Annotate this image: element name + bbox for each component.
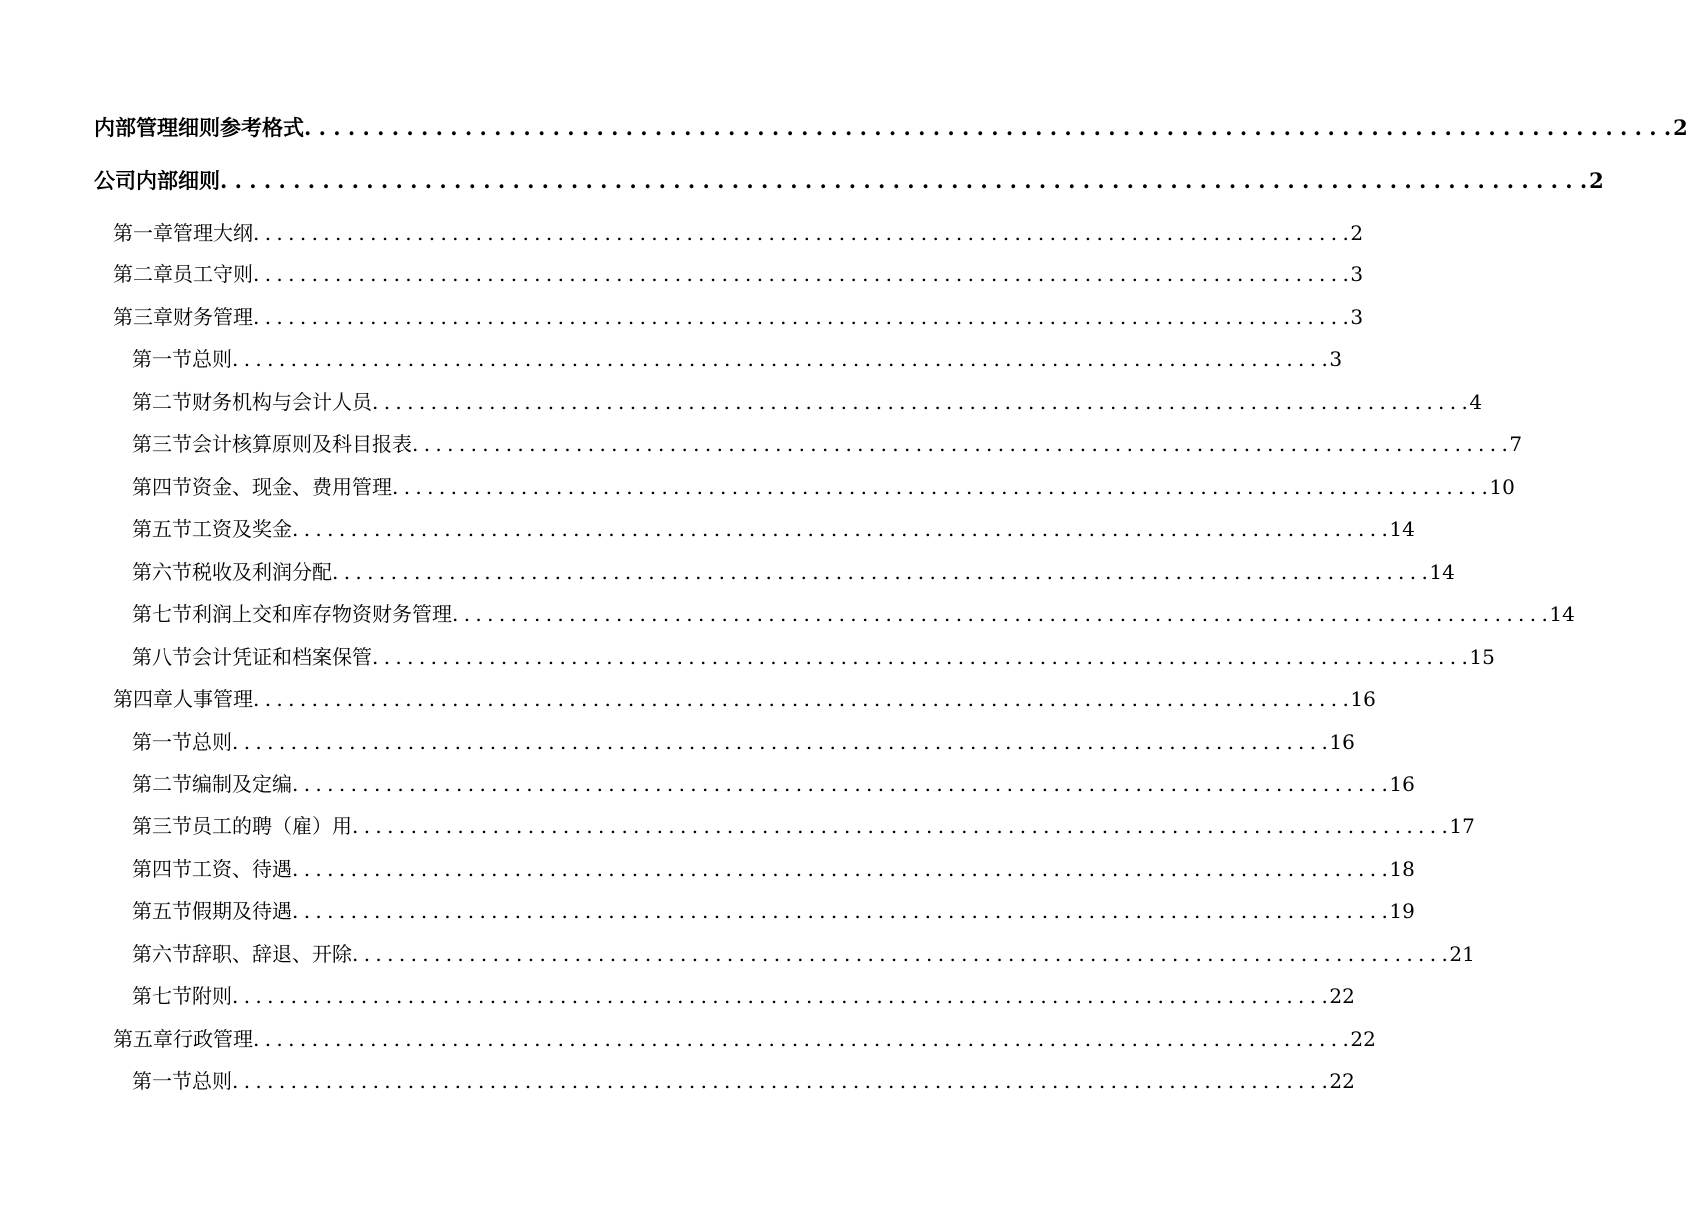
toc-entry-page: 17 bbox=[1449, 814, 1475, 838]
toc-entry-page: 15 bbox=[1469, 645, 1495, 669]
toc-entry-label: 第三章 bbox=[113, 305, 173, 329]
toc-entry-ch4-section-3[interactable] bbox=[0, 811, 1475, 841]
toc-entry-page: 2 bbox=[1589, 168, 1604, 193]
toc-entry-page: 14 bbox=[1429, 560, 1455, 584]
toc-entry-title: 会计凭证和档案保管 bbox=[192, 645, 372, 669]
toc-entry-page: 7 bbox=[1509, 432, 1523, 456]
toc-entry-ch4-section-5[interactable] bbox=[0, 896, 1415, 926]
toc-entry-title: 利润上交和库存物资财务管理 bbox=[192, 602, 452, 626]
dot-leader bbox=[253, 684, 1348, 714]
toc-entry-page: 22 bbox=[1350, 1027, 1376, 1051]
toc-entry-page: 10 bbox=[1489, 475, 1515, 499]
dot-leader bbox=[232, 981, 1327, 1011]
dot-leader bbox=[292, 896, 1387, 926]
dot-leader bbox=[372, 642, 1467, 672]
toc-entry-ch3-section-4[interactable] bbox=[0, 472, 1515, 502]
toc-entry-title: 编制及定编 bbox=[192, 772, 292, 796]
toc-entry-page: 14 bbox=[1549, 602, 1575, 626]
toc-entry-ch3-section-6[interactable] bbox=[0, 557, 1455, 587]
toc-entry-chapter-3[interactable] bbox=[0, 302, 1364, 332]
toc-entry-ch3-section-3[interactable] bbox=[0, 429, 1523, 459]
toc-entry-title: 工资、待遇 bbox=[192, 857, 292, 881]
toc-entry-ch4-section-7[interactable] bbox=[0, 981, 1355, 1011]
toc-entry-chapter-1[interactable] bbox=[0, 218, 1364, 248]
toc-entry-page: 14 bbox=[1389, 517, 1415, 541]
dot-leader bbox=[352, 939, 1447, 969]
toc-entry-title: 内部管理细则参考格式 bbox=[94, 115, 304, 140]
toc-entry-page: 4 bbox=[1469, 390, 1483, 414]
dot-leader bbox=[253, 218, 1348, 248]
toc-entry-ch3-section-1[interactable] bbox=[0, 344, 1343, 374]
toc-entry-page: 2 bbox=[1350, 221, 1364, 245]
toc-entry-label: 第二节 bbox=[132, 772, 192, 796]
toc-entry-label: 第二章 bbox=[113, 262, 173, 286]
dot-leader bbox=[292, 514, 1387, 544]
toc-entry-title: 管理大纲 bbox=[173, 221, 253, 245]
toc-entry-title: 行政管理 bbox=[173, 1027, 253, 1051]
toc-entry-page: 3 bbox=[1350, 262, 1364, 286]
toc-entry-label: 第一节 bbox=[132, 730, 192, 754]
toc-entry-label: 第二节 bbox=[132, 390, 192, 414]
toc-entry-chapter-2[interactable] bbox=[0, 259, 1364, 289]
toc-entry-label: 第一章 bbox=[113, 221, 173, 245]
toc-entry-internal-rules-format[interactable] bbox=[0, 113, 1688, 143]
toc-entry-ch4-section-6[interactable] bbox=[0, 939, 1475, 969]
toc-entry-title: 工资及奖金 bbox=[192, 517, 292, 541]
toc-entry-title: 税收及利润分配 bbox=[192, 560, 332, 584]
toc-entry-label: 第四节 bbox=[132, 475, 192, 499]
toc-entry-page: 16 bbox=[1329, 730, 1355, 754]
toc-entry-page: 18 bbox=[1389, 857, 1415, 881]
toc-entry-ch3-section-2[interactable] bbox=[0, 387, 1483, 417]
toc-entry-page: 22 bbox=[1329, 984, 1355, 1008]
toc-entry-title: 员工守则 bbox=[173, 262, 253, 286]
toc-entry-title: 总则 bbox=[192, 730, 232, 754]
toc-entry-label: 第四节 bbox=[132, 857, 192, 881]
toc-entry-page: 2 bbox=[1673, 115, 1688, 140]
toc-entry-label: 第一节 bbox=[132, 347, 192, 371]
toc-entry-ch4-section-4[interactable] bbox=[0, 854, 1415, 884]
toc-entry-title: 员工的聘（雇）用 bbox=[192, 814, 352, 838]
toc-entry-title: 财务管理 bbox=[173, 305, 253, 329]
toc-entry-title: 人事管理 bbox=[173, 687, 253, 711]
toc-entry-label: 第七节 bbox=[132, 984, 192, 1008]
toc-entry-label: 第三节 bbox=[132, 814, 192, 838]
toc-entry-page: 16 bbox=[1350, 687, 1376, 711]
toc-entry-label: 第五章 bbox=[113, 1027, 173, 1051]
toc-entry-title: 财务机构与会计人员 bbox=[192, 390, 372, 414]
toc-entry-label: 第八节 bbox=[132, 645, 192, 669]
toc-entry-title: 总则 bbox=[192, 1069, 232, 1093]
toc-entry-title: 资金、现金、费用管理 bbox=[192, 475, 392, 499]
toc-entry-ch3-section-8[interactable] bbox=[0, 642, 1495, 672]
toc-entry-title: 附则 bbox=[192, 984, 232, 1008]
toc-entry-title: 辞职、辞退、开除 bbox=[192, 942, 352, 966]
toc-entry-label: 第六节 bbox=[132, 942, 192, 966]
dot-leader bbox=[232, 1066, 1327, 1096]
dot-leader bbox=[304, 113, 1671, 143]
toc-entry-ch3-section-5[interactable] bbox=[0, 514, 1415, 544]
toc-entry-ch4-section-1[interactable] bbox=[0, 727, 1355, 757]
dot-leader bbox=[253, 302, 1348, 332]
toc-entry-ch3-section-7[interactable] bbox=[0, 599, 1575, 629]
dot-leader bbox=[352, 811, 1447, 841]
toc-entry-chapter-4[interactable] bbox=[0, 684, 1376, 714]
dot-leader bbox=[332, 557, 1427, 587]
toc-entry-label: 第七节 bbox=[132, 602, 192, 626]
dot-leader bbox=[292, 769, 1387, 799]
toc-entry-title: 假期及待遇 bbox=[192, 899, 292, 923]
toc-entry-label: 第一节 bbox=[132, 1069, 192, 1093]
toc-entry-label: 第五节 bbox=[132, 899, 192, 923]
toc-entry-label: 第四章 bbox=[113, 687, 173, 711]
toc-entry-company-internal-rules[interactable] bbox=[0, 166, 1604, 196]
toc-entry-chapter-5[interactable] bbox=[0, 1024, 1376, 1054]
dot-leader bbox=[253, 1024, 1348, 1054]
dot-leader bbox=[232, 344, 1327, 374]
toc-entry-label: 第六节 bbox=[132, 560, 192, 584]
dot-leader bbox=[253, 259, 1348, 289]
dot-leader bbox=[412, 429, 1507, 459]
dot-leader bbox=[292, 854, 1387, 884]
toc-entry-label: 第五节 bbox=[132, 517, 192, 541]
toc-entry-page: 3 bbox=[1329, 347, 1343, 371]
toc-entry-title: 公司内部细则 bbox=[94, 168, 220, 193]
dot-leader bbox=[392, 472, 1487, 502]
toc-entry-title: 会计核算原则及科目报表 bbox=[192, 432, 412, 456]
toc-entry-page: 16 bbox=[1389, 772, 1415, 796]
toc-entry-page: 3 bbox=[1350, 305, 1364, 329]
toc-entry-page: 22 bbox=[1329, 1069, 1355, 1093]
toc-entry-page: 21 bbox=[1449, 942, 1475, 966]
dot-leader bbox=[452, 599, 1547, 629]
dot-leader bbox=[232, 727, 1327, 757]
toc-entry-title: 总则 bbox=[192, 347, 232, 371]
toc-entry-ch4-section-2[interactable] bbox=[0, 769, 1415, 799]
toc-entry-label: 第三节 bbox=[132, 432, 192, 456]
toc-entry-page: 19 bbox=[1389, 899, 1415, 923]
dot-leader bbox=[220, 166, 1587, 196]
dot-leader bbox=[372, 387, 1467, 417]
toc-entry-ch5-section-1[interactable] bbox=[0, 1066, 1355, 1096]
